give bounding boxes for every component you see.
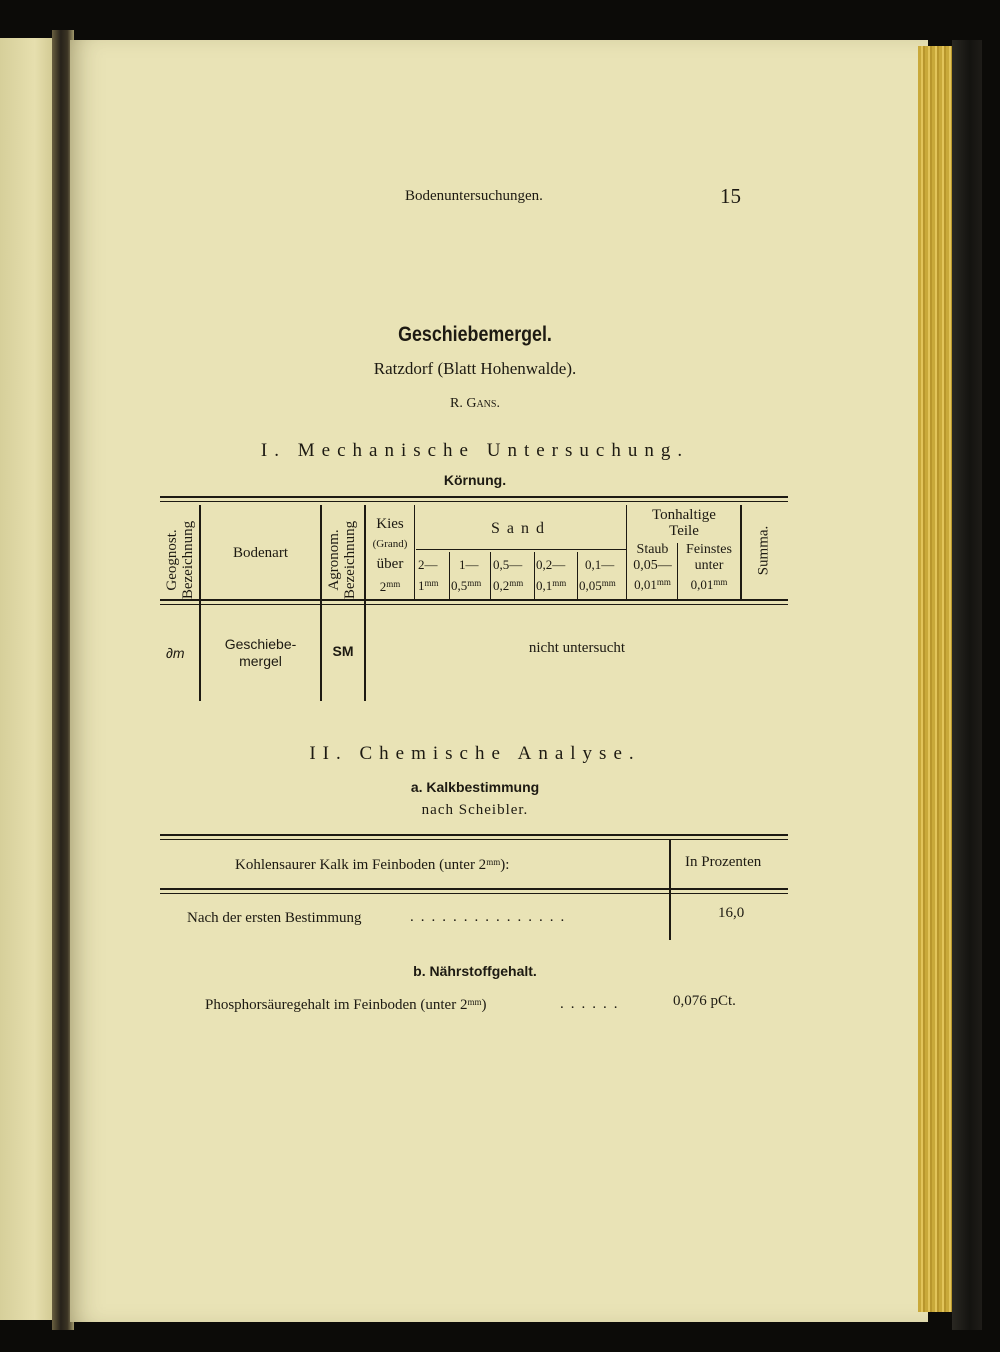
author-line: R. Gans. [450, 396, 500, 411]
kalk-row-label: Nach der ersten Bestimmung [187, 910, 362, 926]
left-page-edge [0, 38, 58, 1320]
document-title: Geschiebemergel. [398, 323, 552, 346]
location-line: Ratzdorf (Blatt Hohenwalde). [373, 359, 577, 378]
table1-top-rule [160, 496, 788, 498]
col-kies-header: Kies (Grand) über $2^{mm}$ [372, 516, 408, 594]
col-sand-header: Sand [491, 520, 551, 537]
sand-col-02-01: 0,2— $0,1^{mm}$ [536, 557, 567, 593]
row-agronom: SM [332, 643, 354, 659]
col-summa-header: Summa. [755, 525, 772, 576]
naehrstoff-heading: b. Nährstoffgehalt. [413, 963, 537, 979]
phosphor-line: Phosphorsäuregehalt im Feinboden (unter $2^{mm}$) [205, 997, 487, 1013]
kalk-row-leader: ............... [410, 909, 572, 925]
page-number: 15 [720, 184, 741, 208]
sand-col-1-05: 1— $0,5^{mm}$ [451, 557, 482, 593]
section1-heading: I. Mechanische Untersuchung. [260, 440, 690, 461]
row-bodenart: Geschiebe- mergel [224, 636, 297, 669]
page-stack-edge [918, 46, 954, 1312]
sand-col-2-1: 2— $1^{mm}$ [418, 557, 439, 593]
phosphor-leader: ...... [560, 996, 625, 1012]
table1-header-rule [160, 599, 788, 601]
kalk-unit-header: In Prozenten [685, 854, 762, 870]
book-cover [952, 40, 982, 1330]
kalk-heading: a. Kalkbestimmung [410, 779, 540, 795]
col-feinstes-header: Feinstes unter $0,01^{mm}$ [686, 542, 732, 592]
col-geognost-header: Geognost. Bezeichnung [164, 520, 196, 600]
running-title: Bodenuntersuchungen. [405, 188, 543, 204]
col-agronom-header: Agronom. Bezeichnung [326, 520, 358, 600]
sand-col-05-02: 0,5— $0,2^{mm}$ [493, 557, 524, 593]
section2-heading: II. Chemische Analyse. [309, 743, 641, 764]
kalk-row-value: 16,0 [718, 905, 745, 921]
col-bodenart-header: Bodenart [233, 545, 288, 561]
kalk-table-header: Kohlensaurer Kalk im Feinboden (unter $2^{mm}$): [235, 857, 510, 873]
phosphor-value: 0,076 pCt. [673, 993, 736, 1009]
col-tonhaltige-header: Tonhaltige Teile [652, 507, 716, 539]
kalk-subheading: nach Scheibler. [421, 802, 529, 818]
row-geognost: ∂m [166, 645, 185, 661]
section1-subheading: Körnung. [443, 472, 507, 488]
col-staub-header: Staub 0,05— $0,01^{mm}$ [633, 542, 672, 592]
row-result: nicht untersucht [528, 640, 626, 656]
sand-col-01-005: 0,1— $0,05^{mm}$ [579, 557, 616, 593]
table2-top-rule [160, 834, 788, 836]
